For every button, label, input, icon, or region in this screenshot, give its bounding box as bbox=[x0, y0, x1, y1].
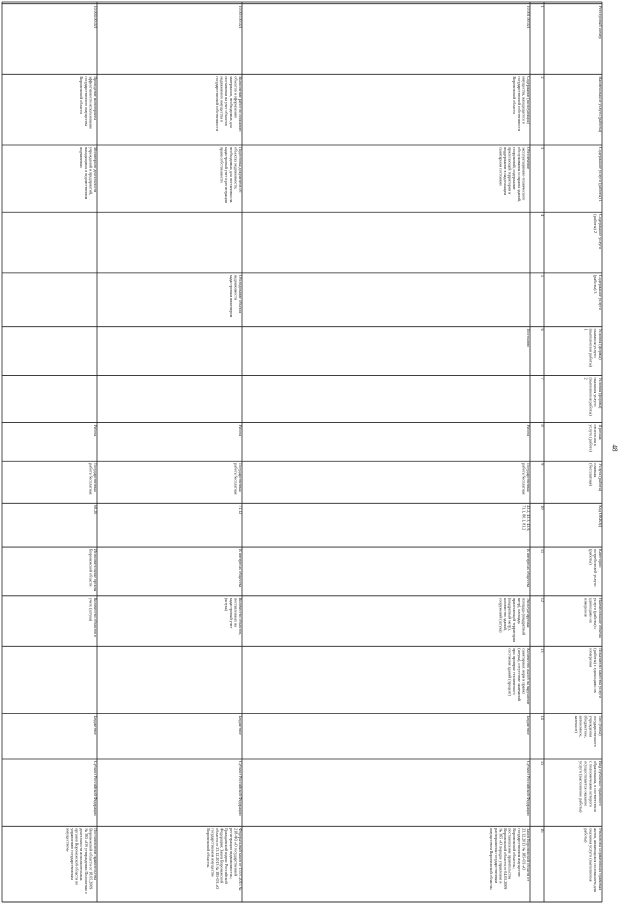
column-header bbox=[593, 214, 603, 250]
cell-text-line: казенное) bbox=[573, 715, 579, 733]
table-cell bbox=[489, 828, 531, 890]
table-cell bbox=[508, 648, 531, 704]
table-cell bbox=[79, 147, 98, 200]
cell-text-line: Проведение мониторинга bbox=[93, 76, 98, 120]
table-cell bbox=[512, 76, 531, 131]
cell-text-line: 2 bbox=[540, 76, 545, 79]
cell-text-line: поставленных на bbox=[233, 597, 239, 627]
table-cell bbox=[238, 549, 243, 587]
cell-text-line: Условия (формы) bbox=[598, 377, 603, 409]
table-cell bbox=[220, 147, 243, 204]
cell-text-line: В интересах общества bbox=[238, 549, 243, 588]
cell-text-line: Условия (формы) bbox=[598, 328, 603, 360]
cell-text-line: при проверке технического bbox=[512, 648, 518, 695]
cell-text-line: области от 23.12.2013 № 185-ОЗ «О bbox=[215, 828, 220, 890]
table-cell bbox=[526, 716, 531, 736]
cell-text-line: состояния зданий (процент) bbox=[507, 648, 513, 696]
cell-text-line: автономное, bbox=[578, 715, 584, 738]
cell-text-line: необходимых для постановки на bbox=[228, 146, 234, 203]
cell-text-line: Обеспечение bbox=[526, 146, 531, 170]
cell-text-line: оказания услуги bbox=[593, 328, 599, 358]
cell-text-line: государственного имущества bbox=[83, 76, 89, 127]
column-number bbox=[540, 648, 545, 652]
cell-text-line: 71.1, 80.1, 81.2 bbox=[521, 505, 527, 531]
cell-text-line: поддержание в надлежащем bbox=[503, 146, 508, 196]
column-number bbox=[540, 761, 545, 765]
cell-text-line: работа бесплатная bbox=[521, 463, 527, 495]
cell-text-line: Выполнение работ по описанию bbox=[238, 76, 243, 132]
column-header bbox=[584, 329, 603, 368]
cell-text-line: кадастровым инженером bbox=[228, 274, 234, 318]
table-cell bbox=[526, 549, 531, 587]
cell-text-line: Содержание услуги bbox=[598, 214, 603, 250]
cell-text-line: 14 bbox=[540, 715, 545, 720]
cell-text-line: В интересах общества bbox=[526, 549, 531, 588]
cell-text-line: управлению государственным bbox=[70, 828, 75, 880]
table-cell bbox=[79, 76, 98, 128]
cell-text-line: имуществом» bbox=[65, 828, 71, 852]
cell-text-line: Субъект Российской Федерации bbox=[93, 761, 98, 816]
cell-text-line: оказания услуги (выполнения bbox=[588, 828, 594, 882]
column-number bbox=[540, 463, 545, 465]
cell-text-line: измерения bbox=[583, 597, 589, 617]
table-cell bbox=[526, 761, 531, 816]
column-header bbox=[593, 275, 603, 311]
table-cell bbox=[229, 275, 243, 318]
cell-text-line: 218-ФЗ «О государственной bbox=[233, 828, 239, 877]
cell-text-line: постановки на учет объектов bbox=[224, 76, 230, 126]
cell-text-line: Государственная bbox=[93, 463, 98, 492]
cell-text-line: Бюджетное bbox=[238, 715, 243, 735]
column-header bbox=[579, 761, 603, 813]
table-cell bbox=[93, 6, 98, 29]
cell-text-line: количество зданий, bbox=[503, 597, 508, 631]
cell-text-line: распоряжения государственным bbox=[493, 828, 499, 884]
cell-text-line: (выполнения работы) bbox=[588, 328, 594, 367]
cell-text-line: 68.20 bbox=[93, 505, 98, 515]
cell-text-line: (выполнения работы) bbox=[588, 377, 594, 416]
cell-text-line: 12 bbox=[540, 597, 545, 603]
table-cell bbox=[233, 463, 243, 494]
table-cell bbox=[238, 761, 243, 816]
cell-text-line: Обследование объекта bbox=[238, 274, 243, 314]
cell-text-line: 23.12.2013 № 185-ОЗ «О bbox=[521, 828, 527, 871]
column-header bbox=[588, 648, 603, 699]
cell-text-line: 15 bbox=[540, 761, 545, 766]
cell-text-line: Воронежской области от 04.05.2009 bbox=[503, 828, 508, 890]
cell-text-line: отнесения к bbox=[593, 424, 599, 446]
cell-text-line: 10.001.00.021 bbox=[526, 5, 531, 29]
table-cell bbox=[526, 329, 531, 348]
cell-text-line: работы) bbox=[583, 828, 589, 843]
cell-text-line: Содержание услуги (работы) 1 bbox=[598, 146, 603, 202]
column-number bbox=[540, 828, 545, 832]
cell-text-line: находящихся в ведомственном bbox=[83, 146, 89, 200]
cell-text-line: Мониторинг деятельности bbox=[93, 146, 98, 193]
cell-text-line: (штука), отсутствие замечаний bbox=[516, 648, 522, 701]
cell-text-line: имущества, находящегося в bbox=[521, 76, 527, 124]
cell-text-line: 71.12 bbox=[238, 505, 243, 515]
cell-text-line: осуществляется оказание bbox=[583, 761, 589, 807]
cell-text-line: Категории bbox=[598, 549, 603, 568]
cell-text-line: Код ОКВЭД bbox=[598, 505, 603, 527]
cell-text-line: услуги (работы) с bbox=[593, 597, 599, 630]
cell-text-line: метр), площадь bbox=[516, 597, 522, 625]
cell-text-line: Закон Воронежской области от bbox=[526, 828, 531, 881]
column-header bbox=[598, 76, 603, 132]
cell-text-line: Наименование объема bbox=[598, 597, 603, 638]
cell-text-line: Постоянно bbox=[526, 328, 531, 348]
cell-text-line: Исполнительные органы bbox=[93, 549, 98, 592]
table-cell bbox=[65, 828, 98, 893]
cell-text-line: 4 bbox=[540, 214, 545, 217]
cell-text-line: недвижимости bbox=[233, 274, 239, 300]
cell-text-line: регистрации недвижимости»; bbox=[228, 828, 234, 879]
table-cell bbox=[93, 425, 98, 437]
cell-text-line: 10.004.00.021 bbox=[93, 5, 98, 29]
cell-text-line: площадь (квадратный bbox=[521, 597, 527, 636]
cell-text-line: санитарном состоянии bbox=[498, 146, 504, 186]
cell-text-line: Вид публично-правового bbox=[598, 761, 603, 806]
column-number bbox=[540, 505, 545, 509]
cell-text-line: 9 bbox=[540, 463, 545, 466]
table-cell bbox=[521, 463, 531, 494]
cell-text-line: 10 bbox=[540, 505, 545, 510]
cell-text-line: объектах недвижимости, bbox=[233, 146, 239, 190]
cell-text-line: прилегающей территории bbox=[512, 597, 518, 642]
cell-text-line: постановление правительства bbox=[507, 828, 513, 880]
cell-text-line: 13 bbox=[540, 648, 545, 653]
cell-text-line: (работы) 2 bbox=[593, 214, 599, 233]
cell-text-line: Реквизиты нормативных правовых bbox=[598, 828, 603, 891]
table-cell bbox=[224, 598, 243, 635]
cell-text-line: Воронежской области от 18.05.2009 bbox=[88, 828, 94, 890]
cell-text-line: 7 bbox=[540, 377, 545, 380]
column-header bbox=[588, 549, 603, 587]
cell-text-line: Бюджетное bbox=[93, 715, 98, 735]
cell-text-line: Субъект Российской Федерации bbox=[526, 761, 531, 816]
cell-text-line: образования, в соответствии bbox=[593, 761, 599, 812]
cell-text-line: Федерации; Закон Воронежской bbox=[219, 828, 225, 883]
column-header bbox=[588, 425, 603, 453]
cell-text-line: Подготовка документов об bbox=[238, 146, 243, 193]
cell-text-line: государственной собственности bbox=[516, 76, 522, 131]
cell-text-line: Признак bbox=[598, 424, 603, 440]
cell-text-line: органов Воронежской области по bbox=[74, 828, 80, 886]
cell-text-line: Гражданский кодекс Российской bbox=[224, 828, 230, 884]
column-number bbox=[540, 275, 545, 277]
cell-text-line: государственном имуществе bbox=[516, 828, 522, 877]
table-cell bbox=[88, 598, 98, 637]
cell-text-line: Количество объектов, bbox=[238, 597, 243, 635]
table-cell bbox=[498, 598, 531, 643]
cell-text-line: 11 bbox=[540, 549, 545, 554]
table-cell bbox=[206, 828, 243, 890]
column-number bbox=[540, 377, 545, 379]
table-cell bbox=[520, 505, 531, 531]
cell-text-line: Содержание (эксплуатация) bbox=[526, 76, 531, 124]
column-header bbox=[598, 6, 603, 39]
cell-text-line: (работы) bbox=[588, 549, 594, 565]
column-number bbox=[540, 76, 545, 78]
cell-text-line: 10.003.00.021 bbox=[238, 5, 243, 29]
cell-text-line: (квадратный метр), bbox=[507, 597, 513, 631]
table-cell bbox=[88, 549, 98, 592]
table-cell bbox=[526, 425, 531, 437]
cell-text-line: № 365 «О порядке управления и bbox=[498, 828, 504, 884]
cell-text-line: сооружений, содержание bbox=[512, 146, 518, 190]
cell-text-line: учреждений и предприятий, bbox=[88, 146, 94, 195]
table-cell bbox=[238, 6, 243, 29]
cell-text-line: Воронежской области bbox=[512, 76, 518, 114]
document-table bbox=[2, 2, 602, 902]
table-cell bbox=[498, 147, 531, 202]
column-header bbox=[584, 828, 603, 891]
column-number bbox=[540, 598, 545, 602]
cell-text-line: имуществом Воронежской области» bbox=[489, 828, 495, 891]
cell-text-line: 2 bbox=[583, 377, 589, 380]
cell-text-line: платная bbox=[593, 463, 599, 478]
cell-text-line: 5 bbox=[540, 274, 545, 277]
table-cell bbox=[238, 505, 243, 514]
cell-text-line: государственного bbox=[593, 715, 599, 747]
cell-text-line: 16 bbox=[540, 828, 545, 833]
cell-text-line: кадастровый учет bbox=[228, 597, 234, 629]
column-number bbox=[540, 329, 545, 331]
cell-text-line: объектов и оформлению bbox=[233, 76, 239, 118]
cell-text-line: Федеральный закон от 13.07.2015 № bbox=[238, 828, 243, 891]
cell-text-line: Воронежской области bbox=[79, 76, 85, 114]
cell-text-line: кадастровый учет и регистрации bbox=[224, 146, 230, 203]
cell-text-line: (работы) 3 bbox=[593, 274, 599, 294]
cell-text-line: Тип (типы) bbox=[598, 715, 603, 736]
cell-text-line: 8 bbox=[540, 424, 545, 427]
column-number bbox=[540, 425, 545, 427]
cell-text-line: (работы) с единицами их bbox=[593, 648, 599, 693]
cell-text-line: права собственности bbox=[219, 146, 225, 183]
cell-text-line: государственной собственности bbox=[215, 76, 220, 131]
cell-text-line: Государственная bbox=[526, 463, 531, 492]
cell-text-line: работа бесплатная bbox=[88, 463, 94, 495]
table-cell bbox=[93, 761, 98, 816]
cell-text-line: Работа bbox=[93, 424, 98, 437]
cell-text-line: Наименование услуги (работы) bbox=[598, 76, 603, 133]
cell-text-line: подчинении bbox=[79, 146, 85, 168]
column-header bbox=[574, 716, 603, 747]
cell-text-line: 1 bbox=[583, 328, 589, 331]
cell-text-line: недвижимого имущества в bbox=[219, 76, 225, 122]
cell-text-line: обслуживания и охраны зданий, bbox=[516, 146, 522, 202]
cell-text-line: Количество жалоб на нарушение bbox=[526, 648, 531, 705]
table-cell bbox=[215, 76, 243, 131]
cell-text-line: прилегающей территории и bbox=[507, 146, 513, 195]
table-cell bbox=[526, 6, 531, 29]
cell-text-line: Воронежской области»; bbox=[512, 828, 518, 869]
table-cell bbox=[93, 716, 98, 736]
table-cell bbox=[93, 505, 98, 514]
cell-text-line: сооружений (штука) bbox=[498, 597, 504, 633]
cell-text-line: эффективности использования bbox=[88, 76, 94, 129]
cell-text-line: 6 bbox=[540, 328, 545, 331]
cell-text-line: Субъект Российской Федерации bbox=[238, 761, 243, 816]
column-number bbox=[540, 6, 545, 8]
column-header bbox=[598, 505, 603, 527]
cell-text-line: Услуга (работа) bbox=[598, 463, 603, 492]
cell-text-line: Работа bbox=[526, 424, 531, 437]
table-cell bbox=[238, 425, 243, 437]
cell-text-line: 3 bbox=[540, 146, 545, 150]
column-header bbox=[598, 147, 603, 202]
cell-text-line: материалов, необходимых для bbox=[228, 76, 234, 128]
cell-text-line: Содержание услуги bbox=[598, 274, 603, 310]
cell-text-line: Количество объектов в bbox=[93, 597, 98, 637]
cell-text-line: № 365 «Об утверждении Положения о bbox=[83, 828, 89, 894]
cell-text-line: Реестровый номер bbox=[598, 5, 603, 39]
cell-text-line: деятельности исполнительных bbox=[79, 828, 85, 881]
cell-text-line: Показатели качества услуги bbox=[598, 648, 603, 699]
cell-text-line: эксплуатационно-технического bbox=[521, 146, 527, 201]
cell-text-line: Работа bbox=[238, 424, 243, 437]
column-header bbox=[584, 377, 603, 416]
cell-text-line: работа бесплатная bbox=[233, 463, 239, 495]
cell-text-line: Воронежской области» bbox=[205, 828, 211, 868]
cell-text-line: санитарных норм и правил bbox=[521, 648, 527, 695]
cell-text-line: оказания услуги bbox=[593, 377, 599, 407]
column-header bbox=[584, 598, 603, 638]
column-header bbox=[588, 463, 603, 491]
cell-text-line: потребителей услуги bbox=[593, 549, 599, 587]
cell-text-line: услуге (работе) bbox=[588, 424, 594, 452]
column-number bbox=[540, 147, 545, 149]
table-cell bbox=[88, 463, 98, 494]
cell-text-line: Воронежской области bbox=[88, 549, 94, 587]
cell-text-line: Государственная bbox=[238, 463, 243, 492]
cell-text-line: государственном имуществе bbox=[210, 828, 216, 877]
cell-text-line: измерения bbox=[588, 648, 594, 668]
cell-text-line: единицами их bbox=[588, 597, 594, 623]
cell-text-line: 1 bbox=[540, 5, 545, 8]
cell-text-line: (бесплатная) bbox=[588, 463, 594, 486]
cell-text-line: услуги (выполнение работы) bbox=[578, 761, 584, 813]
cell-text-line: актов, являющихся основанием для bbox=[593, 828, 599, 892]
cell-text-line: с полномочиями которого bbox=[588, 761, 594, 808]
cell-text-line: учреждения bbox=[588, 715, 594, 738]
cell-text-line: (бюджетное, bbox=[583, 715, 589, 738]
cell-text-line: (штука) bbox=[224, 597, 230, 611]
page-number: 48 bbox=[610, 444, 619, 452]
cell-text-line: Бюджетное bbox=[526, 715, 531, 735]
cell-text-line: Эксплуатируемая bbox=[526, 597, 531, 628]
column-number bbox=[540, 549, 545, 553]
cell-text-line: Постановление правительства bbox=[93, 828, 98, 880]
cell-text-line: 43.2, 43.3, 43.9, bbox=[526, 505, 531, 532]
cell-text-line: учете (штука) bbox=[88, 597, 94, 622]
table-cell bbox=[238, 716, 243, 736]
